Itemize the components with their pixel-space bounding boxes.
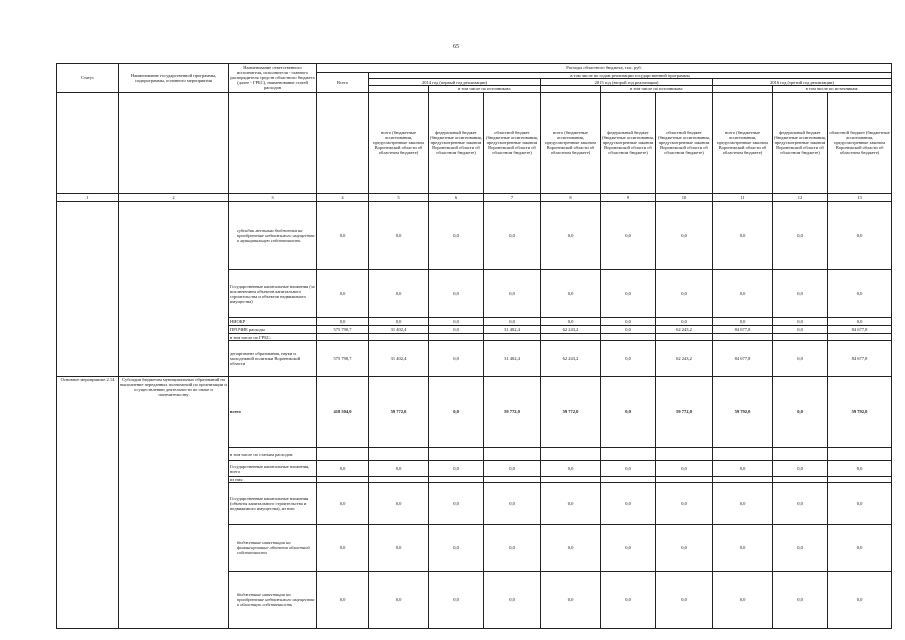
value-cell [773,448,828,461]
value-cell: 0,0 [429,269,484,317]
value-cell: 0,0 [484,525,541,571]
col-number: 9 [601,193,656,201]
value-cell: 0,0 [713,571,773,628]
value-cell [484,333,541,341]
header-col-total-2016: всего (бюджетные ассигнования, предусмотренные законом Воронежской области об областном бюджете) [713,92,773,193]
value-cell: 0,0 [317,269,369,317]
value-cell: 0,0 [656,269,713,317]
value-cell [656,448,713,461]
value-cell [429,476,484,483]
header-blank [229,92,317,193]
value-cell: 0,0 [484,269,541,317]
value-cell: 0,0 [828,525,892,571]
value-cell: 0,0 [429,201,484,269]
value-cell [773,333,828,341]
col-number: 4 [317,193,369,201]
status-cell-empty [57,201,119,376]
value-cell: 0,0 [773,483,828,525]
value-cell: 59 772,0 [484,376,541,448]
value-cell [317,333,369,341]
value-cell: 0,0 [429,461,484,476]
value-cell: 0,0 [656,483,713,525]
row-label: ПРОЧИЕ расходы [229,326,317,334]
col-number: 7 [484,193,541,201]
value-cell: 0,0 [369,318,429,326]
col-number: 8 [541,193,601,201]
value-cell: 0,0 [317,461,369,476]
value-cell [369,476,429,483]
value-cell: 0,0 [541,525,601,571]
value-cell: 0,0 [369,201,429,269]
header-year-2014: 2014 год (первый год реализации) [369,79,541,86]
value-cell: 0,0 [541,269,601,317]
value-cell [541,476,601,483]
value-cell: 0,0 [601,525,656,571]
page-number: 65 [453,44,459,50]
header-program-name: Наименование государственной программы, подпрограммы, основного мероприятия [119,64,229,93]
value-cell: 84 677,8 [828,341,892,376]
value-cell [828,448,892,461]
row-label: субсидии местным бюджетам на приобретение недвижимого имущества в муниципальную собственность [229,201,317,269]
value-cell: 0,0 [484,318,541,326]
value-cell: 0,0 [601,571,656,628]
value-cell: 0,0 [713,269,773,317]
main-event-status: Основное мероприятие 2.14 [57,376,119,628]
sources-spacer [713,85,773,92]
value-cell [713,333,773,341]
value-cell: 59 772,0 [541,376,601,448]
value-cell: 0,0 [828,483,892,525]
value-cell [656,333,713,341]
value-cell [656,476,713,483]
value-cell: 0,0 [773,201,828,269]
value-cell: 0,0 [656,571,713,628]
row-label: в том числе по статьям расходов: [229,448,317,461]
value-cell: 0,0 [713,483,773,525]
value-cell: 0,0 [484,461,541,476]
value-cell: 418 504,0 [317,376,369,448]
sources-spacer [541,85,601,92]
value-cell [601,448,656,461]
header-col-federal-2014: федеральный бюджет (бюджетные ассигнования, предусмотренные законом Воронежской области об областном бюджете) [429,92,484,193]
value-cell: 0,0 [656,318,713,326]
row-label: из них: [229,476,317,483]
value-cell: 0,0 [773,341,828,376]
header-col-regional-2014: областной бюджет (бюджетные ассигнования, предусмотренные законом Воронежской области об областном бюджете) [484,92,541,193]
main-event-name: Субсидии бюджетам муниципальных образований на выполнение переданных полномочий по организации и осуществлению деятельности по опеке и попечительству [119,376,229,628]
value-cell: 62 243,2 [656,326,713,334]
row-label: Государственные капитальные вложения (за исключением объектов капитального строительства и объектов недвижимого имущества) [229,269,317,317]
value-cell: 0,0 [429,318,484,326]
value-cell: 0,0 [317,525,369,571]
value-cell: 0,0 [713,461,773,476]
value-cell: 0,0 [317,318,369,326]
value-cell: 0,0 [317,571,369,628]
value-cell: 0,0 [541,461,601,476]
table-row [57,201,892,269]
value-cell: 0,0 [429,376,484,448]
header-year-2015: 2015 год (второй год реализации) [541,79,713,86]
value-cell: 0,0 [601,341,656,376]
header-expenses-title: Расходы областного бюджета, тыс. руб. [317,64,892,73]
row-label: бюджетные инвестиции на финансирование объектов областной собственности [229,525,317,571]
value-cell [541,448,601,461]
header-col-regional-2015: областной бюджет (бюджетные ассигнования, предусмотренные законом Воронежской области об областном бюджете) [656,92,713,193]
value-cell: 31 402,4 [484,341,541,376]
value-cell: 0,0 [773,318,828,326]
header-sources-2015: в том числе по источникам: [601,85,713,92]
value-cell [713,448,773,461]
row-label: департамент образования, науки и молодежной политики Воронежской области [229,341,317,376]
header-sources-2016: в том числе по источникам: [773,85,892,92]
value-cell [317,476,369,483]
value-cell: 0,0 [656,525,713,571]
value-cell: 0,0 [541,201,601,269]
value-cell: 0,0 [369,571,429,628]
value-cell [429,333,484,341]
header-blank [57,92,119,193]
value-cell: 0,0 [429,483,484,525]
value-cell: 0,0 [713,318,773,326]
value-cell: 0,0 [484,571,541,628]
value-cell: 0,0 [828,571,892,628]
value-cell: 0,0 [429,525,484,571]
col-number: 1 [57,193,119,201]
value-cell: 0,0 [656,201,713,269]
value-cell: 0,0 [541,318,601,326]
row-label: всего [229,376,317,448]
value-cell: 0,0 [713,201,773,269]
header-col-federal-2015: федеральный бюджет (бюджетные ассигнования, предусмотренные законом Воронежской области об областном бюджете) [601,92,656,193]
value-cell [484,476,541,483]
value-cell: 0,0 [369,461,429,476]
row-label: в том числе по ГРБС: [229,333,317,341]
value-cell: 0,0 [601,326,656,334]
value-cell: 0,0 [429,326,484,334]
col-number: 13 [828,193,892,201]
header-col-total-2014: всего (бюджетные ассигнования, предусмотренные законом Воронежской области об областном бюджете) [369,92,429,193]
value-cell: 0,0 [484,201,541,269]
value-cell [484,448,541,461]
value-cell [828,476,892,483]
value-cell: 575 790,7 [317,326,369,334]
value-cell: 0,0 [828,201,892,269]
value-cell: 0,0 [828,318,892,326]
value-cell: 84 677,8 [713,341,773,376]
program-cell-empty [119,201,229,376]
value-cell [773,476,828,483]
header-blank [119,92,229,193]
value-cell: 0,0 [601,269,656,317]
value-cell [713,476,773,483]
value-cell: 0,0 [828,461,892,476]
row-label: НИОКР [229,318,317,326]
value-cell: 0,0 [541,483,601,525]
value-cell: 0,0 [828,269,892,317]
value-cell: 0,0 [601,376,656,448]
value-cell: 62 243,2 [541,326,601,334]
value-cell: 62 243,2 [541,341,601,376]
col-number: 6 [429,193,484,201]
value-cell: 59 772,0 [656,376,713,448]
header-sources-2014: в том числе по источникам: [429,85,541,92]
value-cell: 0,0 [369,483,429,525]
value-cell: 59 772,0 [369,376,429,448]
value-cell: 0,0 [484,483,541,525]
value-cell: 0,0 [317,201,369,269]
value-cell: 575 790,7 [317,341,369,376]
value-cell: 0,0 [429,341,484,376]
header-col-regional-2016: областной бюджет (бюджетные ассигнования, предусмотренные законом Воронежской области об областном бюджете) [828,92,892,193]
value-cell: 0,0 [541,571,601,628]
header-executor: Наименование ответственного исполнителя, исполнителя - главного распорядителя средств областного бюджета (далее - ГРБС), наименование статей расходов [230,65,315,91]
value-cell: 0,0 [369,269,429,317]
table-row [57,376,892,448]
col-number: 10 [656,193,713,201]
value-cell: 0,0 [601,461,656,476]
value-cell: 0,0 [773,326,828,334]
header-by-years: в том числе по годам реализации государственной программы [369,72,892,79]
row-label: Государственные капитальные вложения (объекты капитального строительства и недвижимого имущества), из них: [229,483,317,525]
value-cell: 0,0 [773,571,828,628]
value-cell [369,448,429,461]
col-number: 3 [229,193,317,201]
value-cell: 0,0 [773,525,828,571]
expenses-table [56,63,892,629]
value-cell: 0,0 [369,525,429,571]
header-total: Всего [317,72,369,92]
value-cell: 31 402,4 [369,341,429,376]
value-cell: 62 243,2 [656,341,713,376]
row-label: Государственные капитальные вложения, всего [229,461,317,476]
value-cell: 31 402,4 [369,326,429,334]
header-status: Статус [57,64,119,93]
value-cell: 0,0 [601,318,656,326]
value-cell: 0,0 [601,201,656,269]
value-cell: 59 792,0 [713,376,773,448]
value-cell: 0,0 [601,483,656,525]
value-cell [369,333,429,341]
col-number: 11 [713,193,773,201]
value-cell: 84 677,8 [828,326,892,334]
value-cell: 0,0 [429,571,484,628]
col-number: 12 [773,193,828,201]
value-cell [317,448,369,461]
value-cell: 0,0 [317,483,369,525]
header-col-total-2015: всего (бюджетные ассигнования, предусмотренные законом Воронежской области об областном бюджете) [541,92,601,193]
value-cell: 59 792,0 [828,376,892,448]
value-cell [541,333,601,341]
value-cell [429,448,484,461]
value-cell [828,333,892,341]
header-blank [317,92,369,193]
header-year-2016: 2016 год (третий год реализации) [713,79,892,86]
col-number: 5 [369,193,429,201]
value-cell: 0,0 [773,269,828,317]
value-cell: 0,0 [773,461,828,476]
value-cell: 31 402,4 [484,326,541,334]
sources-spacer [369,85,429,92]
value-cell: 0,0 [773,376,828,448]
value-cell: 84 677,8 [713,326,773,334]
value-cell: 0,0 [713,525,773,571]
value-cell: 0,0 [656,461,713,476]
row-label: бюджетные инвестиции на приобретение недвижимого имущества в областную собственность [229,571,317,628]
value-cell [601,476,656,483]
value-cell [601,333,656,341]
header-col-federal-2016: федеральный бюджет (бюджетные ассигнования, предусмотренные законом Воронежской области об областном бюджете) [773,92,828,193]
col-number: 2 [119,193,229,201]
